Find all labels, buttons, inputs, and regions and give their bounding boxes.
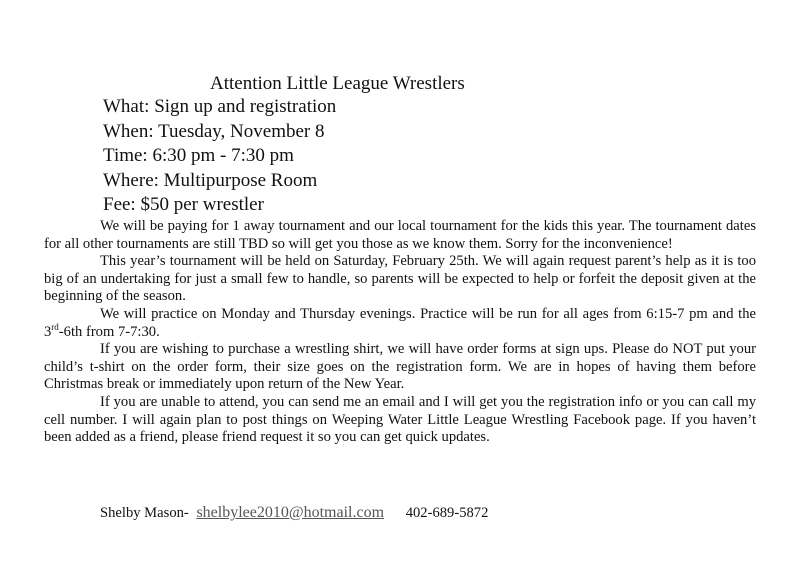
- contact-email-link[interactable]: shelbylee2010@hotmail.com: [196, 504, 385, 521]
- info-value: Multipurpose Room: [163, 169, 318, 191]
- info-value: 6:30 pm - 7:30 pm: [152, 145, 294, 166]
- info-label: What:: [103, 96, 150, 117]
- info-row-fee: [103, 193, 336, 218]
- practice-text-end: -6th from 7-7:30.: [58, 323, 160, 340]
- info-label: When:: [103, 120, 154, 142]
- info-value: Tuesday, November 8: [158, 120, 325, 142]
- info-label: Time:: [103, 145, 148, 166]
- paragraph-tournaments: We will be paying for 1 away tournament and our local tournament for the kids this year. The tournament dates for all other tournaments are still TBD so will get you those as we know them. Sorry for the inconvenience!: [44, 218, 756, 252]
- flyer-title: Attention Little League Wrestlers: [210, 73, 465, 94]
- signature-line: [100, 503, 488, 523]
- contact-name: Shelby Mason-: [100, 505, 189, 521]
- paragraph-home-tournament: This year’s tournament will be held on Saturday, February 25th. We will again request parent’s help as it is too big of an undertaking for just a small few to handle, so parents will be expected to help or forfeit the deposit given at the beginning of the season.: [44, 253, 756, 305]
- info-label: Where:: [103, 169, 159, 191]
- info-value: $50 per wrestler: [140, 194, 264, 215]
- practice-text: We will practice on Monday and Thursday evenings. Practice will be run for all ages from 6:15-7 pm and the 3: [44, 305, 756, 340]
- info-row-what: [103, 95, 336, 120]
- paragraph-practice: [44, 306, 756, 341]
- info-label: Fee:: [103, 194, 136, 215]
- flyer-body: [44, 218, 756, 447]
- paragraph-contact: If you are unable to attend, you can send me an email and I will get you the registration info or you can call my cell number. I will again plan to post things on Weeping Water Little League Wrestling Facebook page. If you haven’t been added as a friend, please friend request it so you can get quick updates.: [44, 393, 756, 446]
- info-value: Sign up and registration: [154, 96, 337, 117]
- paragraph-shirts: If you are wishing to purchase a wrestling shirt, we will have order forms at sign ups. Please do NOT put your child’s t-shirt on the order form, their size goes on the registration form. We are in hopes of having them before Christmas break or immediately upon return of the New Year.: [44, 341, 756, 393]
- info-row-time: [103, 144, 336, 169]
- info-row-where: [103, 169, 336, 194]
- ordinal-suffix: rd: [51, 321, 59, 332]
- info-row-when: [103, 120, 336, 145]
- contact-phone: 402-689-5872: [405, 505, 489, 521]
- event-info-list: [103, 95, 336, 218]
